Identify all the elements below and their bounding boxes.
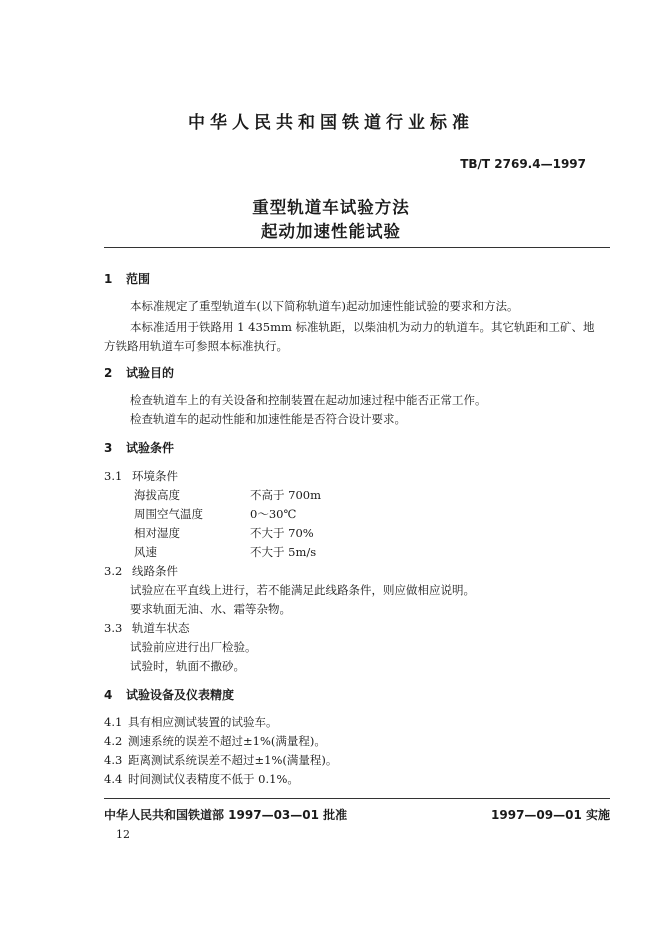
- section-number: 4: [104, 688, 113, 702]
- env-condition-value: 不大于 5m/s: [250, 545, 317, 559]
- env-condition-value: 不大于 70%: [250, 526, 314, 540]
- standard-number: TB/T 2769.4—1997: [460, 157, 586, 171]
- subsection-number: 3.1: [104, 469, 123, 483]
- subsection-3-3-heading: [104, 620, 190, 636]
- item-text: 时间测试仪表精度不低于 0.1%。: [128, 772, 299, 786]
- document-title: 重型轨道车试验方法: [252, 198, 410, 217]
- item-text: 具有相应测试装置的试验车。: [128, 715, 278, 729]
- list-item: [104, 733, 326, 749]
- section-number: 1: [104, 272, 113, 286]
- subsection-number: 3.3: [104, 621, 123, 635]
- env-condition-name: 海拔高度: [134, 488, 180, 502]
- subsection-title: 线路条件: [132, 564, 178, 578]
- list-item: [104, 771, 299, 787]
- item-text: 测速系统的误差不超过±1%(满量程)。: [128, 734, 326, 748]
- footer-rule: [104, 798, 610, 799]
- section-title: 试验目的: [126, 366, 175, 380]
- paragraph: 检查轨道车上的有关设备和控制装置在起动加速过程中能否正常工作。: [130, 393, 487, 407]
- section-title: 范围: [126, 272, 151, 286]
- section-number: 3: [104, 441, 113, 455]
- section-title: 试验条件: [126, 441, 175, 455]
- paragraph: 本标准规定了重型轨道车(以下简称轨道车)起动加速性能试验的要求和方法。: [130, 299, 519, 313]
- page-number: 12: [116, 828, 130, 841]
- section-4-heading: [104, 686, 234, 703]
- section-title: 试验设备及仪表精度: [126, 688, 235, 702]
- approval-line: 中华人民共和国铁道部 1997—03—01 批准: [104, 808, 348, 822]
- env-condition-name: 相对湿度: [134, 526, 180, 540]
- item-number: 4.4: [104, 772, 123, 786]
- item-number: 4.3: [104, 753, 123, 767]
- paragraph: 要求轨面无油、水、霜等杂物。: [130, 602, 291, 616]
- paragraph: 方铁路用轨道车可参照本标准执行。: [104, 339, 288, 353]
- standard-header: 中华人民共和国铁道行业标准: [188, 113, 474, 133]
- implementation-date: 1997—09—01 实施: [491, 808, 610, 822]
- env-condition-value: 0～30℃: [250, 507, 297, 521]
- list-item: [104, 752, 337, 768]
- env-condition-value: 不高于 700m: [250, 488, 322, 502]
- section-3-heading: [104, 439, 174, 456]
- subsection-number: 3.2: [104, 564, 123, 578]
- subsection-3-1-heading: [104, 468, 178, 484]
- paragraph: 试验应在平直线上进行，若不能满足此线路条件，则应做相应说明。: [130, 583, 475, 597]
- title-rule: [104, 247, 610, 248]
- section-1-heading: [104, 270, 150, 287]
- paragraph: 本标准适用于铁路用 1 435mm 标准轨距，以柴油机为动力的轨道车。其它轨距和工矿、地: [130, 320, 595, 334]
- section-2-heading: [104, 364, 174, 381]
- subsection-title: 轨道车状态: [132, 621, 190, 635]
- paragraph: 试验时，轨面不撒砂。: [130, 659, 245, 673]
- item-number: 4.1: [104, 715, 123, 729]
- document-subtitle: 起动加速性能试验: [261, 222, 401, 241]
- item-text: 距离测试系统误差不超过±1%(满量程)。: [128, 753, 338, 767]
- env-condition-name: 风速: [134, 545, 157, 559]
- paragraph: 试验前应进行出厂检验。: [130, 640, 257, 654]
- paragraph: 检查轨道车的起动性能和加速性能是否符合设计要求。: [130, 412, 406, 426]
- list-item: [104, 714, 278, 730]
- section-number: 2: [104, 366, 113, 380]
- subsection-title: 环境条件: [132, 469, 178, 483]
- subsection-3-2-heading: [104, 563, 178, 579]
- item-number: 4.2: [104, 734, 123, 748]
- env-condition-name: 周围空气温度: [134, 507, 203, 521]
